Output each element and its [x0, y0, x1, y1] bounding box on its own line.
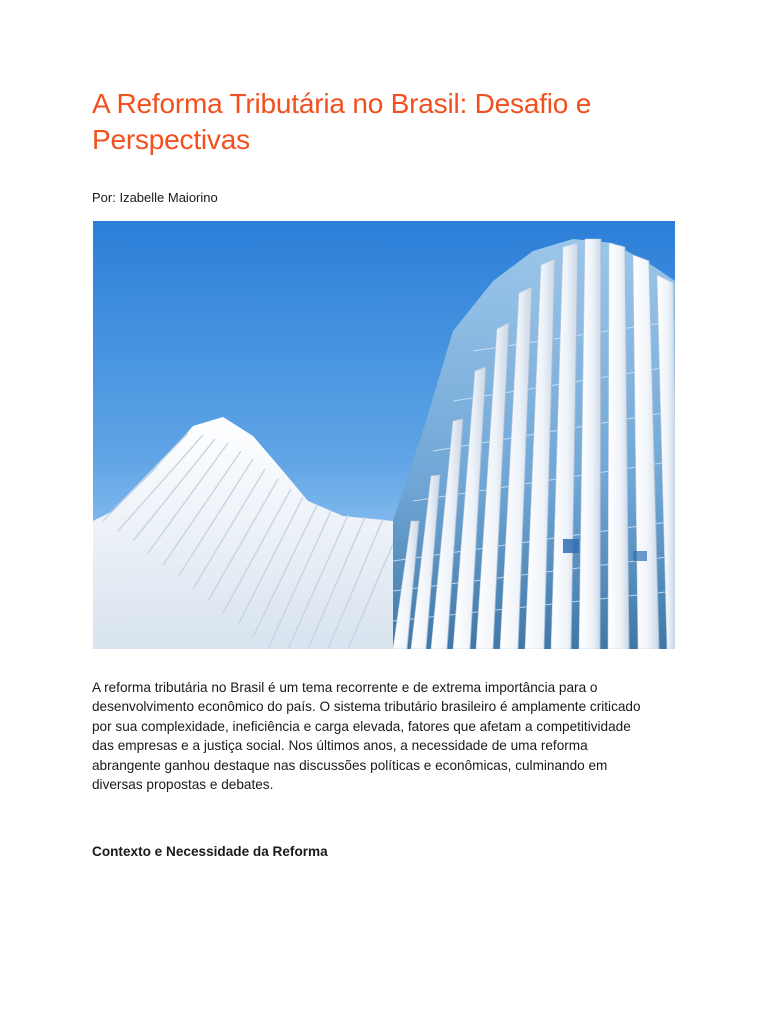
section-heading: Contexto e Necessidade da Reforma [92, 844, 328, 859]
document-title: A Reforma Tributária no Brasil: Desafio e Perspectivas [92, 88, 592, 155]
author-byline: Por: Izabelle Maiorino [92, 190, 218, 205]
hero-image-modern-building [93, 221, 675, 649]
building-facade-illustration [93, 221, 675, 649]
intro-paragraph: A reforma tributária no Brasil é um tema recorrente e de extrema importância para o desenvolvimento econômico do país. O sistema tributário brasileiro é amplamente criticado por sua complexidade, ineficiência e carga elevada, fatores que afetam a competitividade das empresas e a justiça social. Nos últimos anos, a necessidade de uma reforma abrangente ganhou destaque nas discussões políticas e econômicas, culminando em diversas propostas e debates. [92, 680, 641, 793]
